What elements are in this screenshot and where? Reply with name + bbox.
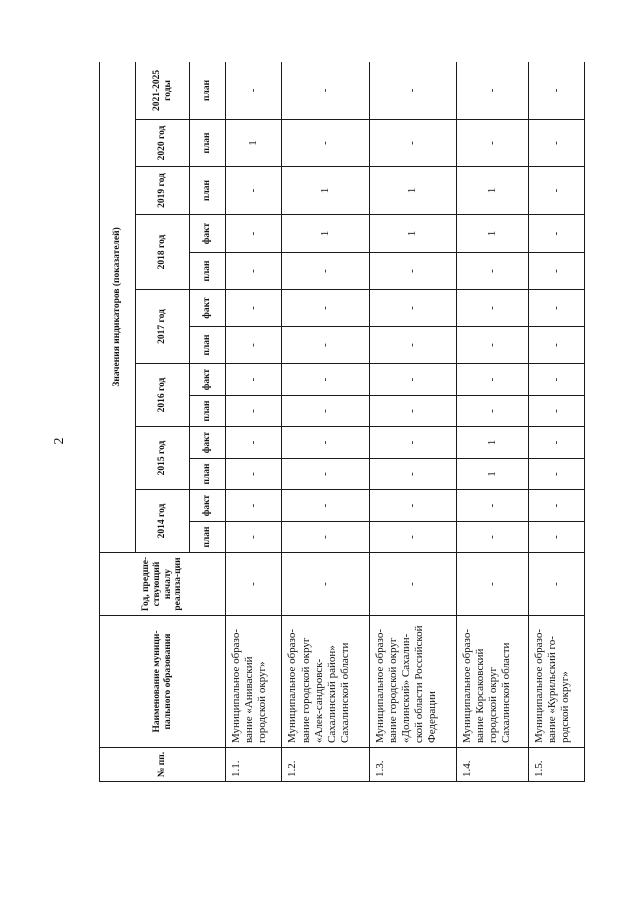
header-number: № пп. — [100, 748, 226, 782]
value-cell: - — [528, 490, 585, 522]
value-cell: 1 — [369, 167, 456, 215]
value-cell: - — [528, 215, 585, 253]
header-year-2016: 2016 год — [136, 364, 190, 427]
value-cell: - — [456, 62, 528, 120]
value-cell: - — [282, 459, 369, 490]
value-cell: - — [282, 253, 369, 290]
value-cell: 1 — [226, 120, 282, 167]
value-cell: - — [528, 396, 585, 427]
value-cell: - — [456, 553, 528, 616]
header-plan: план — [190, 522, 226, 553]
value-cell: - — [528, 327, 585, 364]
header-fact: факт — [190, 364, 226, 396]
value-cell: - — [456, 120, 528, 167]
value-cell: - — [226, 490, 282, 522]
value-cell: - — [282, 553, 369, 616]
value-cell: 1 — [456, 459, 528, 490]
header-year-2019: 2019 год — [136, 167, 190, 215]
value-cell: - — [226, 364, 282, 396]
value-cell: - — [282, 427, 369, 459]
value-cell: - — [369, 490, 456, 522]
value-cell: - — [528, 459, 585, 490]
header-fact: факт — [190, 490, 226, 522]
value-cell: 1 — [456, 167, 528, 215]
header-fact: факт — [190, 290, 226, 327]
value-cell: - — [226, 522, 282, 553]
value-cell: - — [456, 396, 528, 427]
table-row — [226, 62, 282, 782]
municipality-name: Муниципальное образо-вание Корсаковский городской округ Сахалинской области — [456, 616, 528, 748]
value-cell: - — [528, 427, 585, 459]
value-cell: - — [456, 290, 528, 327]
value-cell: 1 — [456, 427, 528, 459]
value-cell: - — [369, 253, 456, 290]
municipality-name: Муниципальное образо-вание городской округ «Долинский» Сахалин-ской области Российской Федерации — [369, 616, 456, 748]
value-cell: - — [456, 490, 528, 522]
row-number: 1.4. — [456, 748, 528, 782]
value-cell: - — [226, 167, 282, 215]
value-cell: - — [369, 522, 456, 553]
value-cell: - — [282, 522, 369, 553]
header-name: Наименование муници-пального образования — [100, 616, 226, 748]
value-cell: - — [226, 396, 282, 427]
header-plan: план — [190, 327, 226, 364]
value-cell: - — [369, 327, 456, 364]
value-cell: - — [528, 522, 585, 553]
row-number: 1.5. — [528, 748, 585, 782]
municipality-name: Муниципальное образо-вание «Курильский го-родской округ» — [528, 616, 585, 748]
header-plan: план — [190, 120, 226, 167]
page-number: 2 — [52, 437, 67, 445]
value-cell: - — [456, 522, 528, 553]
value-cell: - — [528, 553, 585, 616]
value-cell: - — [282, 62, 369, 120]
value-cell: - — [369, 120, 456, 167]
table-row — [456, 62, 528, 782]
value-cell: - — [528, 253, 585, 290]
rotated-table-frame — [99, 62, 585, 782]
value-cell: - — [369, 553, 456, 616]
header-plan: план — [190, 62, 226, 120]
table-row — [369, 62, 456, 782]
value-cell: - — [369, 62, 456, 120]
value-cell: - — [226, 327, 282, 364]
value-cell: 1 — [456, 215, 528, 253]
value-cell: - — [528, 167, 585, 215]
header-base-year: Год, предше-ствующий началу реализа-ции — [100, 553, 226, 616]
value-cell: - — [226, 553, 282, 616]
header-fact: факт — [190, 427, 226, 459]
header-year-2017: 2017 год — [136, 290, 190, 364]
value-cell: - — [528, 120, 585, 167]
value-cell: - — [226, 459, 282, 490]
value-cell: - — [226, 62, 282, 120]
value-cell: 1 — [369, 215, 456, 253]
value-cell: - — [282, 490, 369, 522]
value-cell: - — [282, 364, 369, 396]
value-cell: - — [528, 62, 585, 120]
value-cell: - — [369, 459, 456, 490]
municipality-name: Муниципальное образо-вание «Аниваский городской округ» — [226, 616, 282, 748]
header-fact: факт — [190, 215, 226, 253]
value-cell: - — [226, 290, 282, 327]
municipality-name: Муниципальное образо-вание городской округ «Алек-сандровск-Сахалинский район» Сахалинской области — [282, 616, 369, 748]
header-year-2021-2025: 2021-2025 годы — [136, 62, 190, 120]
value-cell: - — [369, 290, 456, 327]
header-plan: план — [190, 253, 226, 290]
header-year-2020: 2020 год — [136, 120, 190, 167]
value-cell: - — [226, 215, 282, 253]
value-cell: - — [282, 120, 369, 167]
header-year-2014: 2014 год — [136, 490, 190, 553]
value-cell: 1 — [282, 167, 369, 215]
header-year-2018: 2018 год — [136, 215, 190, 290]
row-number: 1.3. — [369, 748, 456, 782]
value-cell: - — [528, 290, 585, 327]
value-cell: - — [226, 253, 282, 290]
value-cell: - — [369, 427, 456, 459]
header-plan: план — [190, 459, 226, 490]
header-plan: план — [190, 167, 226, 215]
value-cell: - — [369, 396, 456, 427]
table-row — [528, 62, 585, 782]
value-cell: - — [282, 396, 369, 427]
row-number: 1.1. — [226, 748, 282, 782]
value-cell: - — [456, 364, 528, 396]
table-row — [282, 62, 369, 782]
value-cell: - — [282, 290, 369, 327]
header-plan: план — [190, 396, 226, 427]
header-indicator-values: Значения индикаторов (показателей) — [100, 62, 136, 553]
row-number: 1.2. — [282, 748, 369, 782]
table-sheet — [99, 62, 585, 782]
value-cell: - — [282, 327, 369, 364]
value-cell: - — [528, 364, 585, 396]
header-year-2015: 2015 год — [136, 427, 190, 490]
value-cell: - — [369, 364, 456, 396]
value-cell: 1 — [282, 215, 369, 253]
value-cell: - — [456, 327, 528, 364]
indicators-table — [99, 62, 585, 782]
table-body — [226, 62, 585, 782]
value-cell: - — [226, 427, 282, 459]
value-cell: - — [456, 253, 528, 290]
